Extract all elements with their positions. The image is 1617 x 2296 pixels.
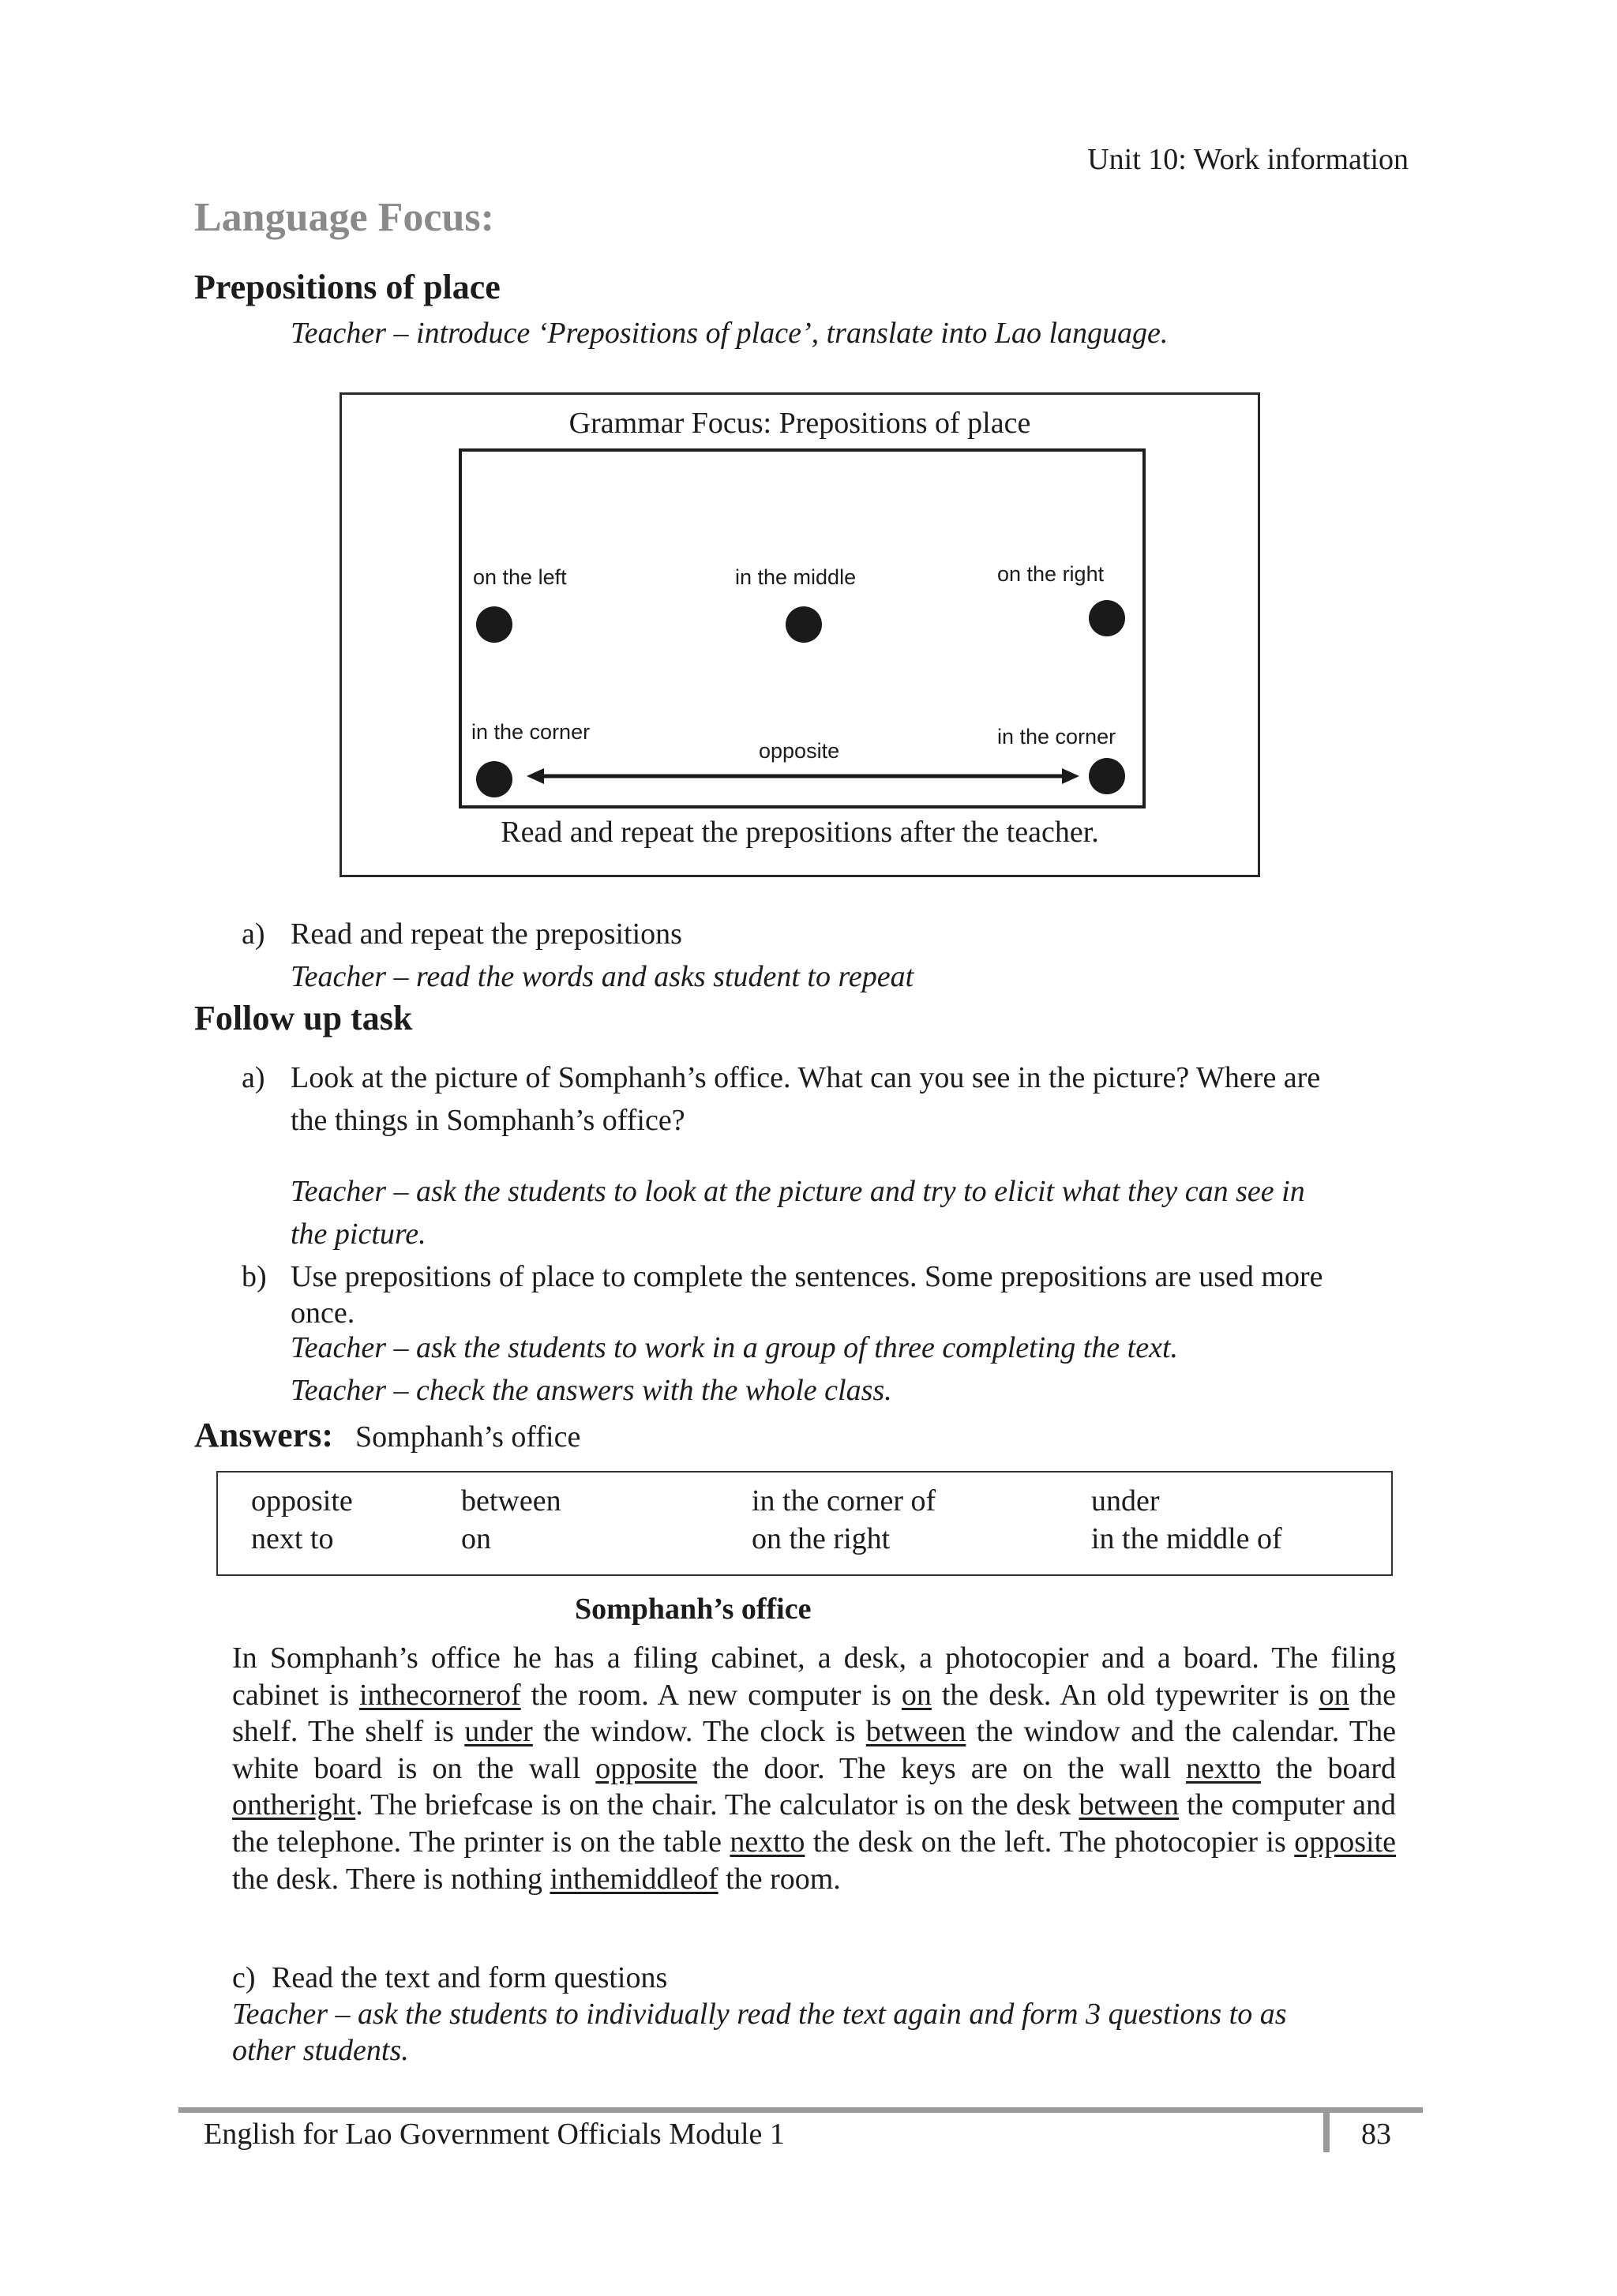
grammar-focus-caption: Read and repeat the prepositions after the teacher. (501, 816, 1099, 849)
answer-blank: between (865, 1715, 966, 1749)
follow-up-b-line2: once. (291, 1296, 355, 1330)
task-a-marker: a) (242, 917, 265, 951)
answer-blank: nextto (1186, 1751, 1262, 1785)
follow-up-a-line1: Look at the picture of Somphanh’s office. What can you see in the picture? Where are (291, 1061, 1321, 1094)
prepositions-teacher-note: Teacher – introduce ‘Prepositions of place’, translate into Lao language. (291, 317, 1169, 350)
label-on-the-right: on the right (997, 562, 1105, 586)
answer-word: opposite (251, 1484, 353, 1518)
page-number: 83 (1361, 2118, 1391, 2151)
answer-word: on (461, 1522, 491, 1555)
label-in-the-middle: in the middle (735, 565, 857, 589)
task-a-teacher-note: Teacher – read the words and asks student to repeat (291, 960, 914, 993)
follow-up-a-line2: the things in Somphanh’s office? (291, 1104, 685, 1137)
follow-up-a-teacher-line2: the picture. (291, 1217, 426, 1251)
answer-word: in the corner of (752, 1484, 936, 1518)
grammar-focus-title: Grammar Focus: Prepositions of place (568, 407, 1031, 440)
follow-up-b-teacher-note2: Teacher – check the answers with the whole class. (291, 1374, 892, 1407)
task-c-text: Read the text and form questions (272, 1961, 668, 1994)
follow-up-a-marker: a) (242, 1061, 265, 1094)
follow-up-a-teacher-line1: Teacher – ask the students to look at the picture and try to elicit what they can see in (291, 1175, 1305, 1208)
answer-blank: on (1319, 1678, 1349, 1712)
answer-word: next to (251, 1522, 334, 1555)
answers-label: Answers: (194, 1416, 333, 1454)
dot-right (1089, 600, 1125, 636)
follow-up-b-line1: Use prepositions of place to complete the sentences. Some prepositions are used more (291, 1260, 1323, 1293)
dot-left (476, 606, 512, 643)
opposite-double-arrow (527, 764, 1079, 788)
grammar-focus-box (340, 392, 1260, 877)
answer-word: in the middle of (1091, 1522, 1282, 1555)
answer-word: under (1091, 1484, 1160, 1518)
passage-text: In Somphanh’s office he has a filing cabinet, a desk, a photocopier and a board. The filing cabinet is inthecornerof the room. A new computer is on the desk. An old typewriter is on the shelf. The shelf is under the window. The clock is between the window and the calendar. The white board is on the wall opposite the door. The keys are on the wall nextto the board ontheright. The briefcase is on the chair. The calculator is on the desk between the computer and the telephone. The printer is on the table nextto the desk on the left. The photocopier is opposite the desk. There is nothing inthemiddleof the room. (232, 1641, 1397, 1896)
answer-blank: inthemiddleof (550, 1862, 718, 1896)
answer-blank: opposite (595, 1751, 698, 1785)
task-c-teacher-line2: other students. (232, 2034, 409, 2067)
answer-blank: inthecornerof (358, 1678, 521, 1712)
answers-subtitle: Somphanh’s office (355, 1420, 581, 1454)
label-in-the-corner-left: in the corner (471, 720, 591, 744)
dot-corner-right (1089, 758, 1125, 794)
dot-middle (786, 606, 822, 643)
answer-blank: on (901, 1678, 932, 1712)
answer-word: between (461, 1484, 561, 1518)
answers-word-box (216, 1471, 1393, 1576)
footer-rule (178, 2107, 1423, 2113)
footer-divider (1323, 2113, 1330, 2152)
passage-title: Somphanh’s office (575, 1593, 812, 1626)
follow-up-heading: Follow up task (194, 999, 413, 1037)
task-c-teacher-line1: Teacher – ask the students to individually read the text again and form 3 questions to as (232, 1998, 1287, 2031)
answer-word: on the right (752, 1522, 891, 1555)
section-title: Language Focus: (194, 195, 494, 240)
task-a-text: Read and repeat the prepositions (291, 917, 682, 951)
dot-corner-left (476, 761, 512, 797)
footer-title: English for Lao Government Officials Module 1 (204, 2118, 785, 2151)
answer-blank: opposite (1294, 1825, 1396, 1859)
answer-blank: nextto (730, 1825, 805, 1859)
answer-blank: under (464, 1715, 533, 1749)
answer-blank: between (1079, 1788, 1180, 1822)
room-diagram (459, 448, 1146, 808)
follow-up-b-marker: b) (242, 1260, 267, 1293)
label-opposite: opposite (759, 739, 840, 763)
follow-up-b-teacher-note1: Teacher – ask the students to work in a group of three completing the text. (291, 1331, 1179, 1364)
task-c-marker: c) (232, 1961, 256, 1994)
prepositions-heading: Prepositions of place (194, 268, 501, 306)
answer-blank: ontheright (232, 1788, 356, 1822)
label-on-the-left: on the left (473, 565, 567, 589)
label-in-the-corner-right: in the corner (997, 725, 1116, 748)
unit-header: Unit 10: Work information (1087, 143, 1409, 176)
